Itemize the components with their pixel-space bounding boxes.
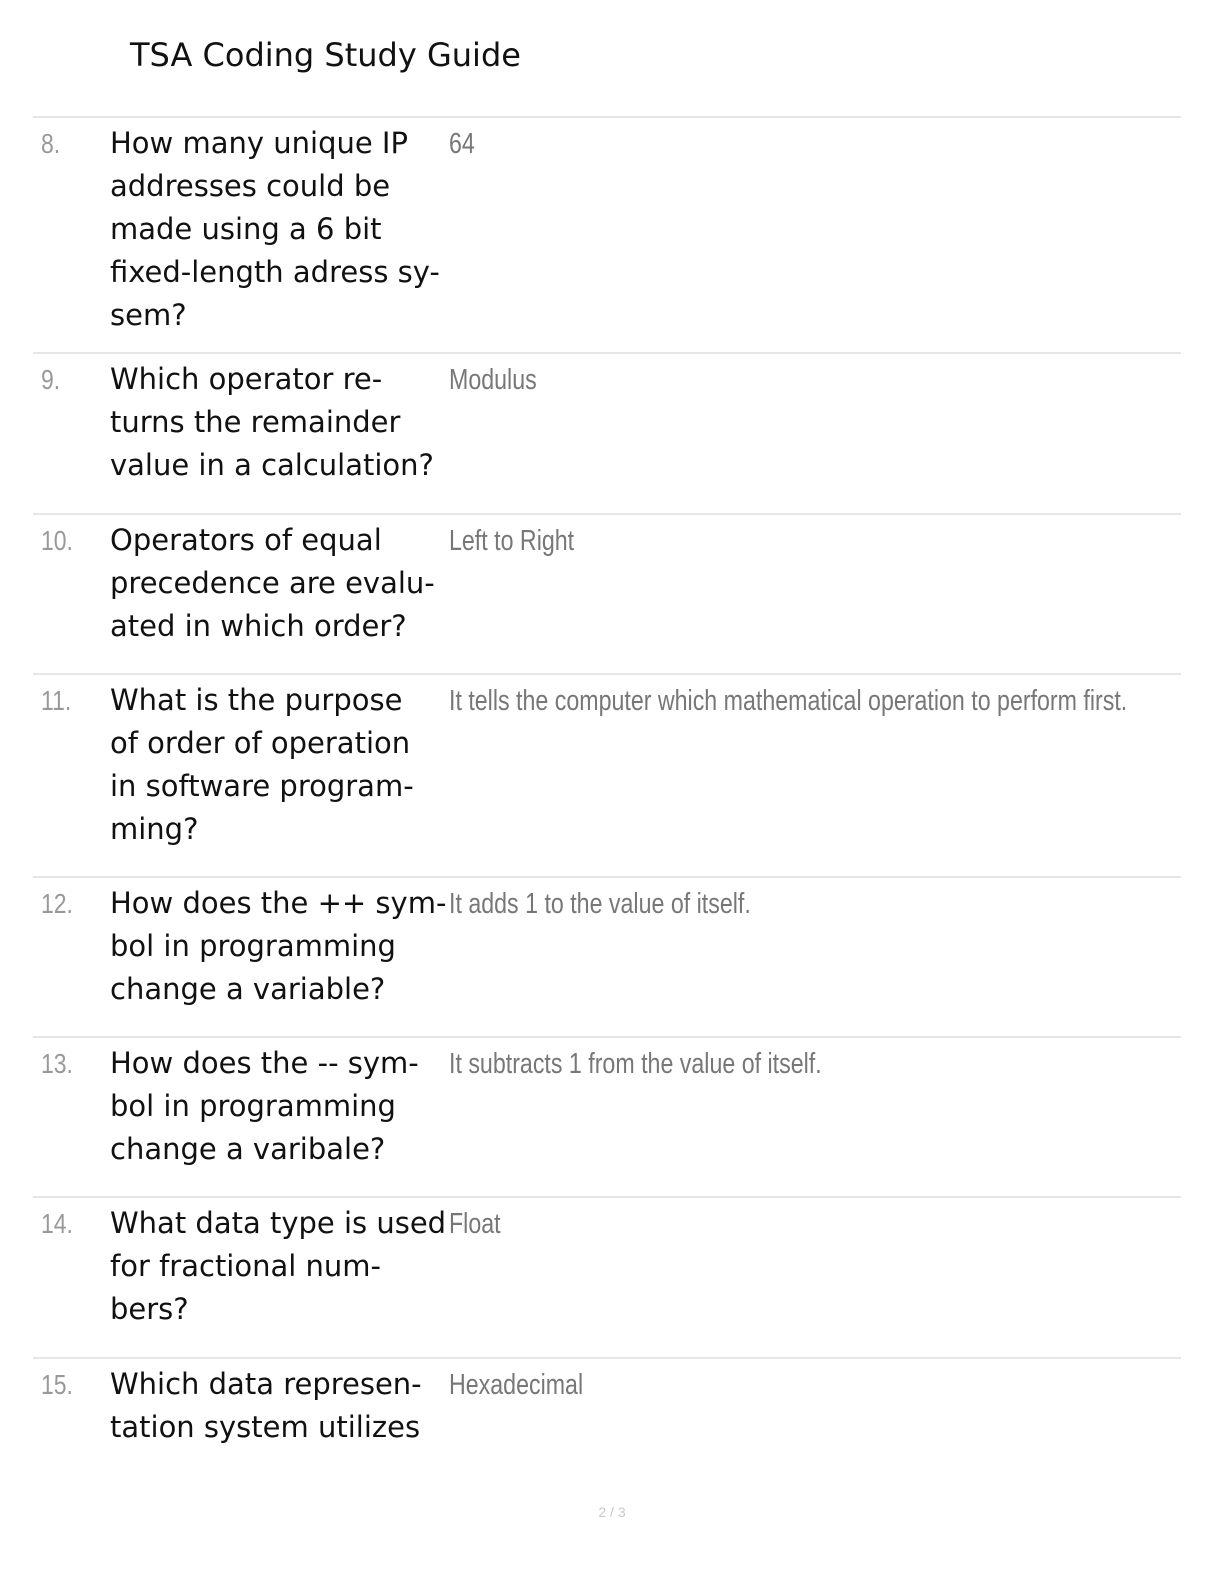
flashcard-8: [33, 118, 1181, 354]
card-number: 11.: [41, 685, 72, 716]
flashcard-11: [33, 675, 1181, 878]
card-definition: 64: [449, 128, 475, 160]
card-term: What data type is used for fractional num- bers?: [110, 1206, 447, 1326]
card-definition: Hexadecimal: [449, 1369, 584, 1401]
card-term: What is the purpose of order of operation in software program- ming?: [110, 683, 414, 846]
card-term: How many unique IP addresses could be made using a 6 bit fixed-length adress sy- sem?: [110, 126, 440, 332]
flashcard-14: [33, 1198, 1181, 1359]
flashcard-10: [33, 515, 1181, 675]
card-definition: Float: [449, 1208, 501, 1240]
card-number: 15.: [41, 1369, 73, 1400]
flashcard-15: [33, 1359, 1181, 1469]
page-number: 2 / 3: [598, 1504, 626, 1520]
card-number: 13.: [41, 1048, 73, 1079]
card-number: 8.: [41, 128, 61, 159]
card-number: 9.: [41, 364, 61, 395]
card-definition: Left to Right: [449, 525, 575, 557]
card-term: Which operator re- turns the remainder value in a calculation?: [110, 362, 434, 482]
card-number: 14.: [41, 1208, 73, 1239]
card-term: Operators of equal precedence are evalu- ated in which order?: [110, 523, 435, 643]
flashcard-9: [33, 354, 1181, 515]
card-number: 10.: [41, 525, 73, 556]
flashcard-13: [33, 1038, 1181, 1198]
card-term: Which data represen- tation system utilizes: [110, 1367, 422, 1444]
flashcard-12: [33, 878, 1181, 1038]
card-definition: It tells the computer which mathematical operation to perform first.: [449, 685, 1128, 717]
page-title: TSA Coding Study Guide: [130, 36, 521, 74]
card-definition: It adds 1 to the value of itself.: [449, 888, 751, 920]
card-term: How does the -- sym- bol in programming change a varibale?: [110, 1046, 419, 1166]
card-number: 12.: [41, 888, 73, 919]
card-definition: Modulus: [449, 364, 537, 396]
card-definition: It subtracts 1 from the value of itself.: [449, 1048, 822, 1080]
card-term: How does the ++ sym- bol in programming change a variable?: [110, 886, 447, 1006]
flashcard-list: [33, 116, 1181, 1469]
